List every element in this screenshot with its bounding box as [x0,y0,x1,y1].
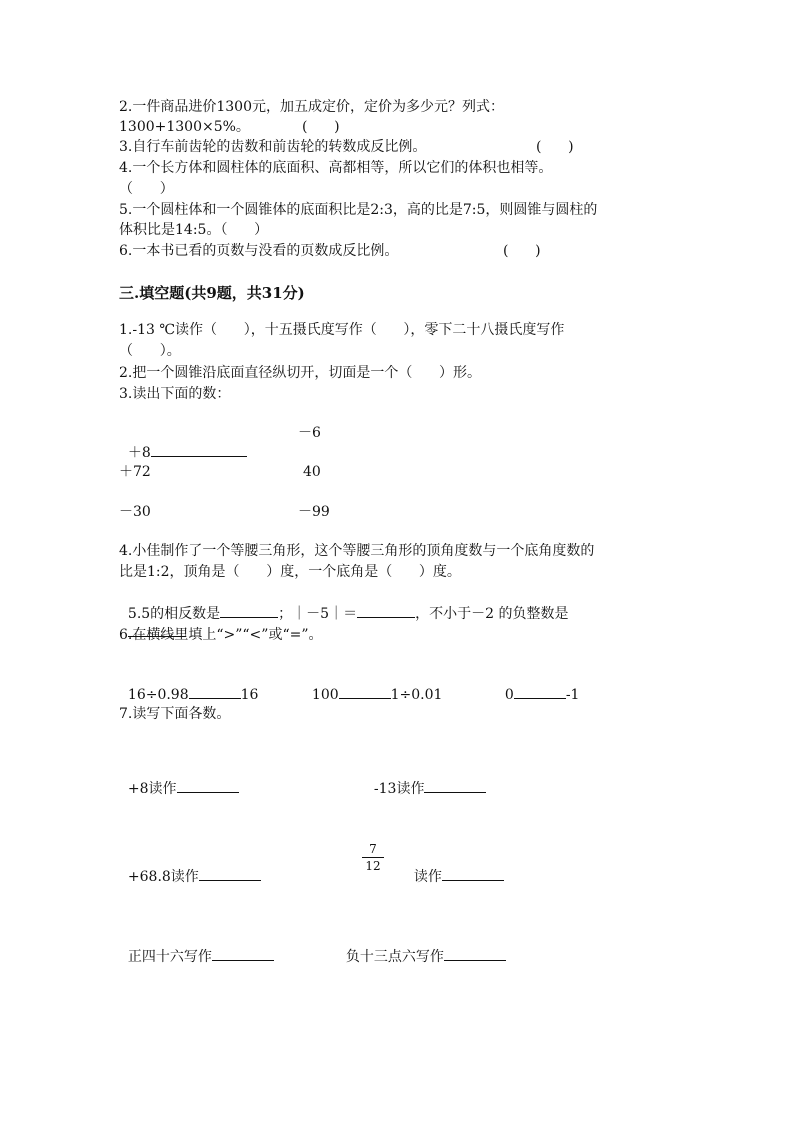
answer-blank[interactable] [444,946,506,961]
number-item: 40 [303,464,321,480]
q6-answer-paren[interactable]: ( ) [503,243,541,259]
number-item: ＋8 [119,424,247,462]
answer-blank[interactable] [514,684,566,699]
q5-line1: 5.一个圆柱体和一个圆锥体的底面积比是2:3，高的比是7:5，则圆锥与圆柱的 [119,202,598,218]
read-write-item: 负十三点六写作 [337,928,506,966]
compare-item: 0 -1 [496,666,579,704]
q5-line2: 体积比是14:5。（ ） [119,222,269,238]
fraction-denominator: 12 [365,859,381,873]
number-item: －30 [119,504,151,520]
q3-text: 3.自行车前齿轮的齿数和前齿轮的转数成反比例。 [119,139,427,155]
q2-line2: 1300+1300×5%。 [119,119,250,135]
answer-blank[interactable] [151,442,247,457]
q4-answer-paren[interactable]: （ ） [119,181,174,197]
s3-q6: 6.在横线里填上“>”“<”或“=”。 [119,627,323,643]
section3-title: 三.填空题(共9题，共31分) [119,284,305,302]
answer-blank[interactable] [357,603,415,618]
number-item: －99 [298,504,330,520]
compare-item: 100 1÷0.01 [303,666,442,704]
s3-q1-line1: 1.-13 ℃读作（ ），十五摄氏度写作（ ），零下二十八摄氏度写作 [119,322,565,338]
s3-q3: 3.读出下面的数： [119,386,231,402]
s3-q4-line1: 4.小佳制作了一个等腰三角形，这个等腰三角形的顶角度数与一个底角度数的 [119,543,595,559]
q6-text: 6.一本书已看的页数与没看的页数成反比例。 [119,243,399,259]
answer-blank[interactable] [212,946,274,961]
read-write-item: +68.8读作 [119,848,261,886]
answer-blank[interactable] [442,866,504,881]
number-item: －6 [298,425,321,441]
answer-blank[interactable] [339,684,391,699]
fraction-numerator: 7 [369,842,377,856]
read-write-item: -13读作 [365,760,486,798]
q3-answer-paren[interactable]: ( ) [536,139,574,155]
compare-item: 16÷0.98 16 [119,666,258,704]
read-write-item: +8读作 [119,760,239,798]
s3-q1-line2: （ ）。 [119,343,181,359]
number-item: ＋72 [119,464,151,480]
fraction-bar [362,857,384,858]
answer-blank[interactable] [220,603,278,618]
q4-line1: 4.一个长方体和圆柱体的底面积、高都相等，所以它们的体积也相等。 [119,160,553,176]
answer-blank[interactable] [189,684,241,699]
fraction [362,842,384,873]
answer-blank[interactable] [177,778,239,793]
q2-answer-paren[interactable]: ( ) [302,119,340,135]
q2-line1: 2.一件商品进价1300元，加五成定价，定价为多少元？列式： [119,99,504,115]
read-write-item: 正四十六写作 [119,928,274,966]
s3-q4-line2: 比是1:2，顶角是（ ）度，一个底角是（ ）度。 [119,564,461,580]
s3-q7: 7.读写下面各数。 [119,706,231,722]
answer-blank[interactable] [424,778,486,793]
read-write-item: 读作 [405,848,504,886]
answer-blank[interactable] [199,866,261,881]
s3-q5-line1: 5.5的相反数是 ；｜－5｜＝ ，不小于－2 的负整数是 [119,585,568,623]
s3-q2: 2.把一个圆锥沿底面直径纵切开，切面是一个（ ）形。 [119,365,482,381]
